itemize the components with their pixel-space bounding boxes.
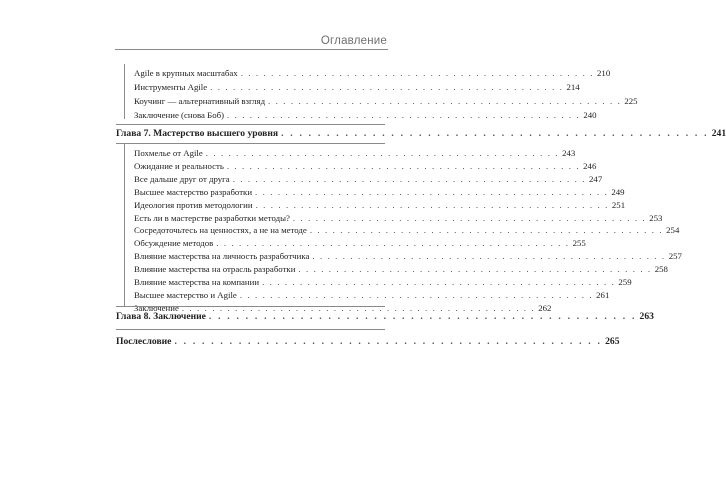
section-rule (116, 143, 385, 144)
chapter-page: 263 (639, 311, 654, 322)
leader-dots: . . . . . . . . . . . . . . . . . . . . . . . . . . . . . . . . . . . . . . . . . . . . . . . (181, 302, 536, 313)
toc-entry-label: Влияние мастерства на отрасль разработки (134, 264, 296, 275)
toc-entry-page: 251 (611, 199, 626, 210)
toc-entry[interactable] (134, 94, 638, 108)
toc-entry-page: 210 (597, 68, 611, 78)
section-rule (116, 124, 385, 125)
toc-entry-label: Высшее мастерство разработки (134, 186, 253, 197)
toc-entry-label: Заключение (134, 302, 179, 313)
toc-entry[interactable] (134, 146, 576, 160)
leader-dots: . . . . . . . . . . . . . . . . . . . . . . . . . . . . . . . . . . . . . . . . . . . . . . . (232, 173, 587, 184)
toc-entry[interactable] (134, 80, 580, 94)
leader-dots: . . . . . . . . . . . . . . . . . . . . . . . . . . . . . . . . . . . . . . . . . . . . . . . (240, 68, 595, 78)
leader-dots: . . . . . . . . . . . . . . . . . . . . . . . . . . . . . . . . . . . . . . . . . . . . . . . (174, 336, 603, 347)
toc-entry-page: 259 (618, 277, 632, 287)
afterword-label: Послесловие (116, 336, 172, 347)
chapter-label: Глава 7. Мастерство высшего уровня (116, 128, 279, 139)
toc-entry-page: 214 (566, 82, 580, 92)
toc-entry-page: 243 (562, 148, 576, 158)
leader-dots: . . . . . . . . . . . . . . . . . . . . . . . . . . . . . . . . . . . . . . . . . . . . . . . (312, 251, 666, 262)
toc-entry[interactable] (134, 185, 625, 199)
section-vertical-rule (124, 143, 125, 306)
leader-dots: . . . . . . . . . . . . . . . . . . . . . . . . . . . . . . . . . . . . . . . . . . . . . . . (227, 110, 581, 120)
leader-dots: . . . . . . . . . . . . . . . . . . . . . . . . . . . . . . . . . . . . . . . . . . . . . . . (281, 128, 709, 139)
toc-entry-label: Есть ли в мастерстве разработки методы? (134, 212, 290, 223)
toc-entry[interactable] (134, 159, 597, 173)
toc-entry-label: Похмелье от Agile (134, 148, 203, 158)
leader-dots: . . . . . . . . . . . . . . . . . . . . . . . . . . . . . . . . . . . . . . . . . . . . . . . (262, 277, 616, 287)
toc-entry-label: Сосредоточьтесь на ценностях, а не на методе (134, 225, 307, 236)
toc-chapter-8[interactable] (116, 310, 654, 324)
leader-dots: . . . . . . . . . . . . . . . . . . . . . . . . . . . . . . . . . . . . . . . . . . . . . . . (208, 311, 637, 322)
toc-entry-page: 253 (649, 212, 663, 223)
afterword-page: 265 (605, 336, 620, 347)
toc-entry[interactable] (134, 66, 611, 80)
leader-dots: . . . . . . . . . . . . . . . . . . . . . . . . . . . . . . . . . . . . . . . . . . . . . . . (226, 160, 581, 171)
toc-entry[interactable] (134, 211, 663, 225)
toc-entry-page: 257 (668, 251, 682, 262)
toc-afterword[interactable] (116, 335, 620, 349)
toc-entry-label: Коучинг — альтернативный взгляд (134, 96, 266, 106)
toc-entry-label: Все дальше друг от друга (134, 173, 230, 184)
toc-entry[interactable] (134, 108, 597, 122)
toc-entry[interactable] (134, 236, 586, 250)
running-header-title: Оглавление (320, 35, 387, 47)
toc-entry-page: 246 (583, 160, 597, 171)
toc-entry-page: 240 (583, 110, 597, 120)
toc-entry[interactable] (134, 288, 610, 302)
toc-entry[interactable] (134, 262, 668, 276)
toc-entry[interactable] (134, 249, 682, 263)
chapter-label: Глава 8. Заключение (116, 311, 206, 322)
leader-dots: . . . . . . . . . . . . . . . . . . . . . . . . . . . . . . . . . . . . . . . . . . . . . . . (210, 82, 564, 92)
toc-entry-page: 225 (624, 96, 638, 106)
toc-entry-label: Обсуждение методов (134, 238, 214, 249)
toc-entry-page: 247 (589, 173, 603, 184)
toc-entry[interactable] (134, 275, 632, 289)
toc-entry-page: 255 (572, 238, 586, 249)
leader-dots: . . . . . . . . . . . . . . . . . . . . . . . . . . . . . . . . . . . . . . . . . . . . . . . (239, 289, 594, 300)
toc-entry[interactable] (134, 223, 680, 237)
section-rule (116, 306, 385, 307)
toc-entry-label: Заключение (снова Боб) (134, 110, 224, 120)
toc-entry-label: Влияние мастерства на личность разработчика (134, 251, 310, 262)
toc-chapter-7[interactable] (116, 127, 726, 141)
toc-entry-page: 254 (666, 225, 680, 236)
header-rule (115, 49, 388, 50)
chapter-page: 241 (711, 128, 726, 139)
leader-dots: . . . . . . . . . . . . . . . . . . . . . . . . . . . . . . . . . . . . . . . . . . . . . . . (268, 96, 622, 106)
toc-entry-label: Agile в крупных масштабах (134, 68, 238, 78)
toc-entry[interactable] (134, 172, 603, 186)
leader-dots: . . . . . . . . . . . . . . . . . . . . . . . . . . . . . . . . . . . . . . . . . . . . . . . (292, 212, 647, 223)
toc-entry-label: Высшее мастерство и Agile (134, 289, 237, 300)
toc-entry[interactable] (134, 198, 626, 212)
leader-dots: . . . . . . . . . . . . . . . . . . . . . . . . . . . . . . . . . . . . . . . . . . . . . . . (216, 238, 570, 249)
leader-dots: . . . . . . . . . . . . . . . . . . . . . . . . . . . . . . . . . . . . . . . . . . . . . . . (255, 186, 609, 197)
toc-entry-page: 258 (654, 264, 668, 275)
leader-dots: . . . . . . . . . . . . . . . . . . . . . . . . . . . . . . . . . . . . . . . . . . . . . . . (298, 264, 652, 275)
leader-dots: . . . . . . . . . . . . . . . . . . . . . . . . . . . . . . . . . . . . . . . . . . . . . . . (205, 148, 560, 158)
leader-dots: . . . . . . . . . . . . . . . . . . . . . . . . . . . . . . . . . . . . . . . . . . . . . . . (255, 199, 609, 210)
toc-entry-label: Влияние мастерства на компании (134, 277, 260, 287)
toc-entry-page: 249 (611, 186, 625, 197)
toc-entry-label: Инструменты Agile (134, 82, 208, 92)
section-vertical-rule (124, 64, 125, 119)
leader-dots: . . . . . . . . . . . . . . . . . . . . . . . . . . . . . . . . . . . . . . . . . . . . . . . (309, 225, 664, 236)
toc-entry-page: 262 (538, 302, 552, 313)
toc-entry-label: Идеология против методологии (134, 199, 253, 210)
section-rule (116, 329, 385, 330)
toc-entry-label: Ожидание и реальность (134, 160, 224, 171)
toc-entry-page: 261 (596, 289, 610, 300)
